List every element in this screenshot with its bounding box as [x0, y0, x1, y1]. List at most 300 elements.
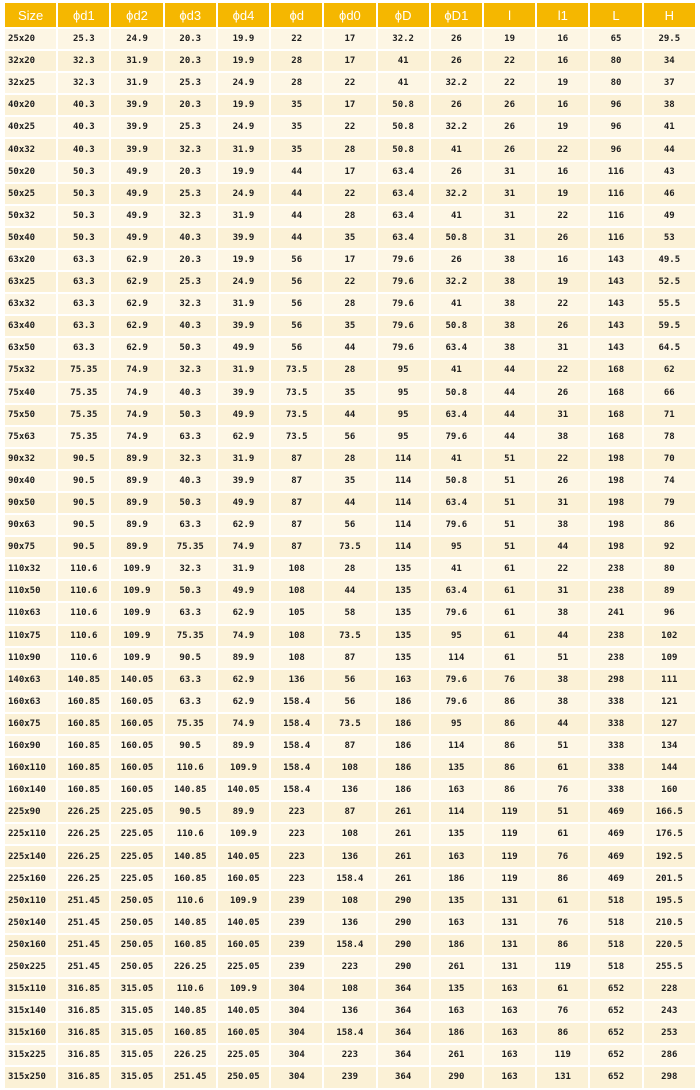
- table-cell: 87: [271, 515, 322, 535]
- table-cell: 44: [324, 338, 375, 358]
- table-cell: 49.9: [111, 184, 162, 204]
- table-cell: 158.4: [324, 1023, 375, 1043]
- table-cell: 135: [431, 758, 482, 778]
- size-cell: 25x20: [5, 29, 56, 49]
- size-cell: 110x75: [5, 626, 56, 646]
- table-cell: 315.05: [111, 1045, 162, 1065]
- table-cell: 110.6: [165, 979, 216, 999]
- table-cell: 226.25: [165, 1045, 216, 1065]
- table-cell: 39.9: [218, 383, 269, 403]
- table-cell: 119: [484, 869, 535, 889]
- table-cell: 315.05: [111, 979, 162, 999]
- table-cell: 168: [590, 427, 641, 447]
- table-cell: 135: [431, 979, 482, 999]
- table-cell: 16: [537, 29, 588, 49]
- table-cell: 22: [484, 51, 535, 71]
- size-cell: 110x50: [5, 581, 56, 601]
- table-cell: 95: [378, 360, 429, 380]
- table-cell: 28: [271, 51, 322, 71]
- table-cell: 38: [537, 427, 588, 447]
- column-header: ϕD1: [431, 3, 482, 27]
- table-cell: 95: [378, 405, 429, 425]
- table-cell: 225.05: [218, 1045, 269, 1065]
- table-cell: 44: [537, 626, 588, 646]
- table-cell: 114: [431, 802, 482, 822]
- table-cell: 143: [590, 316, 641, 336]
- table-cell: 238: [590, 581, 641, 601]
- table-cell: 38: [484, 272, 535, 292]
- table-cell: 86: [537, 869, 588, 889]
- table-cell: 26: [537, 471, 588, 491]
- table-cell: 32.3: [58, 73, 109, 93]
- size-cell: 225x160: [5, 869, 56, 889]
- table-cell: 160.85: [58, 714, 109, 734]
- table-cell: 32.3: [165, 294, 216, 314]
- table-cell: 223: [324, 957, 375, 977]
- size-cell: 63x20: [5, 250, 56, 270]
- table-cell: 158.4: [271, 736, 322, 756]
- table-cell: 59.5: [644, 316, 695, 336]
- table-cell: 63.3: [58, 316, 109, 336]
- table-row: [5, 670, 695, 690]
- table-cell: 652: [590, 1001, 641, 1021]
- table-cell: 26: [537, 228, 588, 248]
- table-cell: 163: [378, 670, 429, 690]
- table-cell: 304: [271, 1001, 322, 1021]
- table-cell: 44: [271, 184, 322, 204]
- column-header: l1: [537, 3, 588, 27]
- table-cell: 261: [378, 802, 429, 822]
- table-cell: 56: [324, 670, 375, 690]
- table-cell: 31.9: [218, 449, 269, 469]
- table-cell: 76: [484, 670, 535, 690]
- table-cell: 163: [431, 1001, 482, 1021]
- table-cell: 56: [271, 316, 322, 336]
- size-cell: 110x90: [5, 648, 56, 668]
- table-cell: 41: [378, 73, 429, 93]
- table-cell: 63.3: [165, 670, 216, 690]
- size-cell: 50x32: [5, 206, 56, 226]
- table-cell: 39.9: [218, 228, 269, 248]
- table-cell: 51: [484, 471, 535, 491]
- size-cell: 160x110: [5, 758, 56, 778]
- table-cell: 251.45: [58, 913, 109, 933]
- table-cell: 26: [431, 250, 482, 270]
- table-cell: 26: [537, 383, 588, 403]
- table-cell: 110.6: [58, 559, 109, 579]
- table-cell: 108: [324, 758, 375, 778]
- table-cell: 25.3: [165, 117, 216, 137]
- table-cell: 239: [271, 935, 322, 955]
- size-cell: 160x63: [5, 692, 56, 712]
- table-cell: 40.3: [165, 471, 216, 491]
- table-cell: 38: [484, 294, 535, 314]
- table-cell: 46: [644, 184, 695, 204]
- table-cell: 136: [271, 670, 322, 690]
- table-cell: 26: [484, 139, 535, 159]
- table-cell: 29.5: [644, 29, 695, 49]
- table-row: [5, 802, 695, 822]
- table-cell: 135: [378, 603, 429, 623]
- column-header: ϕd2: [111, 3, 162, 27]
- size-cell: 75x40: [5, 383, 56, 403]
- size-cell: 75x32: [5, 360, 56, 380]
- table-cell: 62.9: [111, 316, 162, 336]
- table-cell: 80: [644, 559, 695, 579]
- table-cell: 87: [271, 493, 322, 513]
- table-cell: 186: [378, 714, 429, 734]
- table-cell: 22: [324, 272, 375, 292]
- table-cell: 163: [484, 1023, 535, 1043]
- table-cell: 239: [271, 957, 322, 977]
- table-cell: 140.05: [111, 670, 162, 690]
- table-row: [5, 162, 695, 182]
- table-cell: 62.9: [111, 250, 162, 270]
- table-cell: 160: [644, 780, 695, 800]
- table-cell: 108: [324, 824, 375, 844]
- table-cell: 316.85: [58, 1023, 109, 1043]
- table-cell: 316.85: [58, 1001, 109, 1021]
- table-cell: 89.9: [111, 471, 162, 491]
- table-cell: 22: [537, 559, 588, 579]
- table-cell: 364: [378, 1023, 429, 1043]
- column-header: H: [644, 3, 695, 27]
- size-cell: 90x32: [5, 449, 56, 469]
- table-cell: 62: [644, 360, 695, 380]
- table-cell: 74.9: [111, 360, 162, 380]
- table-cell: 114: [378, 449, 429, 469]
- table-cell: 17: [324, 95, 375, 115]
- table-cell: 239: [324, 1067, 375, 1087]
- table-cell: 17: [324, 250, 375, 270]
- size-cell: 250x110: [5, 891, 56, 911]
- table-cell: 61: [537, 824, 588, 844]
- table-cell: 136: [324, 780, 375, 800]
- table-cell: 50.8: [378, 117, 429, 137]
- table-cell: 28: [324, 294, 375, 314]
- table-cell: 136: [324, 846, 375, 866]
- table-cell: 160.05: [111, 714, 162, 734]
- table-cell: 261: [378, 846, 429, 866]
- table-cell: 163: [431, 780, 482, 800]
- table-cell: 140.05: [218, 1001, 269, 1021]
- table-cell: 51: [484, 493, 535, 513]
- table-cell: 19: [537, 117, 588, 137]
- size-cell: 75x63: [5, 427, 56, 447]
- table-cell: 86: [537, 1023, 588, 1043]
- table-cell: 160.05: [218, 869, 269, 889]
- table-cell: 75.35: [58, 427, 109, 447]
- size-cell: 63x50: [5, 338, 56, 358]
- table-cell: 24.9: [218, 184, 269, 204]
- table-cell: 32.2: [378, 29, 429, 49]
- table-cell: 61: [484, 648, 535, 668]
- table-cell: 119: [484, 824, 535, 844]
- table-cell: 64.5: [644, 338, 695, 358]
- table-cell: 20.3: [165, 162, 216, 182]
- table-cell: 186: [431, 935, 482, 955]
- table-cell: 44: [537, 714, 588, 734]
- table-cell: 223: [324, 1045, 375, 1065]
- table-cell: 250.05: [111, 957, 162, 977]
- table-cell: 31.9: [218, 294, 269, 314]
- table-cell: 89: [644, 581, 695, 601]
- table-cell: 25.3: [165, 184, 216, 204]
- table-cell: 111: [644, 670, 695, 690]
- size-cell: 315x110: [5, 979, 56, 999]
- table-head: [5, 3, 695, 27]
- table-cell: 86: [537, 935, 588, 955]
- table-cell: 28: [324, 449, 375, 469]
- table-cell: 44: [324, 405, 375, 425]
- table-cell: 79.6: [431, 427, 482, 447]
- table-cell: 144: [644, 758, 695, 778]
- table-row: [5, 316, 695, 336]
- table-cell: 76: [537, 1001, 588, 1021]
- table-cell: 109.9: [111, 603, 162, 623]
- table-cell: 109.9: [111, 559, 162, 579]
- table-cell: 261: [431, 957, 482, 977]
- table-cell: 228: [644, 979, 695, 999]
- table-cell: 40.3: [165, 228, 216, 248]
- table-cell: 50.3: [58, 228, 109, 248]
- table-cell: 251.45: [58, 935, 109, 955]
- table-cell: 338: [590, 780, 641, 800]
- size-cell: 90x75: [5, 537, 56, 557]
- table-cell: 43: [644, 162, 695, 182]
- table-cell: 316.85: [58, 979, 109, 999]
- table-cell: 315.05: [111, 1023, 162, 1043]
- table-cell: 32.2: [431, 184, 482, 204]
- table-cell: 63.4: [378, 228, 429, 248]
- table-cell: 22: [537, 360, 588, 380]
- table-cell: 364: [378, 979, 429, 999]
- table-cell: 41: [378, 51, 429, 71]
- table-cell: 80: [590, 51, 641, 71]
- table-cell: 140.85: [58, 670, 109, 690]
- table-cell: 32.2: [431, 272, 482, 292]
- table-cell: 364: [378, 1067, 429, 1087]
- table-cell: 31.9: [218, 559, 269, 579]
- table-cell: 198: [590, 449, 641, 469]
- table-cell: 49.9: [111, 228, 162, 248]
- table-cell: 89.9: [111, 515, 162, 535]
- table-cell: 108: [271, 559, 322, 579]
- table-cell: 469: [590, 846, 641, 866]
- column-header: ϕD: [378, 3, 429, 27]
- table-cell: 158.4: [271, 780, 322, 800]
- table-cell: 225.05: [111, 802, 162, 822]
- table-cell: 253: [644, 1023, 695, 1043]
- table-cell: 140.85: [165, 913, 216, 933]
- table-cell: 90.5: [58, 493, 109, 513]
- table-cell: 90.5: [165, 736, 216, 756]
- table-cell: 24.9: [111, 29, 162, 49]
- table-cell: 90.5: [165, 802, 216, 822]
- table-cell: 50.3: [165, 493, 216, 513]
- size-cell: 315x140: [5, 1001, 56, 1021]
- table-cell: 16: [537, 250, 588, 270]
- table-cell: 135: [431, 824, 482, 844]
- table-cell: 95: [431, 714, 482, 734]
- table-cell: 74.9: [111, 383, 162, 403]
- table-cell: 51: [537, 648, 588, 668]
- table-cell: 66: [644, 383, 695, 403]
- table-cell: 74: [644, 471, 695, 491]
- table-cell: 22: [537, 206, 588, 226]
- table-cell: 40.3: [58, 95, 109, 115]
- table-cell: 338: [590, 692, 641, 712]
- table-cell: 315.05: [111, 1001, 162, 1021]
- table-cell: 62.9: [218, 692, 269, 712]
- table-cell: 56: [271, 250, 322, 270]
- table-cell: 49.9: [218, 405, 269, 425]
- size-cell: 40x20: [5, 95, 56, 115]
- table-cell: 86: [484, 758, 535, 778]
- table-cell: 160.05: [218, 935, 269, 955]
- table-cell: 119: [484, 846, 535, 866]
- table-cell: 140.85: [165, 780, 216, 800]
- table-cell: 135: [378, 581, 429, 601]
- table-cell: 44: [324, 581, 375, 601]
- table-cell: 90.5: [58, 515, 109, 535]
- table-cell: 290: [378, 891, 429, 911]
- table-cell: 35: [324, 471, 375, 491]
- table-cell: 32.3: [165, 449, 216, 469]
- table-cell: 201.5: [644, 869, 695, 889]
- table-cell: 250.05: [218, 1067, 269, 1087]
- table-cell: 110.6: [165, 824, 216, 844]
- table-row: [5, 891, 695, 911]
- table-cell: 79.6: [431, 692, 482, 712]
- table-cell: 79.6: [378, 294, 429, 314]
- table-cell: 158.4: [324, 935, 375, 955]
- table-cell: 38: [537, 692, 588, 712]
- table-cell: 35: [324, 383, 375, 403]
- table-cell: 56: [324, 692, 375, 712]
- table-cell: 89.9: [111, 493, 162, 513]
- table-cell: 22: [324, 73, 375, 93]
- table-cell: 16: [537, 162, 588, 182]
- table-cell: 19: [537, 184, 588, 204]
- table-cell: 108: [271, 648, 322, 668]
- table-cell: 63.3: [58, 272, 109, 292]
- table-cell: 17: [324, 29, 375, 49]
- table-cell: 135: [378, 648, 429, 668]
- table-cell: 304: [271, 1045, 322, 1065]
- table-cell: 223: [271, 802, 322, 822]
- table-cell: 102: [644, 626, 695, 646]
- table-cell: 89.9: [218, 648, 269, 668]
- table-cell: 108: [324, 891, 375, 911]
- size-cell: 160x75: [5, 714, 56, 734]
- table-cell: 44: [324, 493, 375, 513]
- table-cell: 158.4: [271, 714, 322, 734]
- table-cell: 160.05: [218, 1023, 269, 1043]
- table-cell: 17: [324, 162, 375, 182]
- table-cell: 56: [271, 272, 322, 292]
- table-cell: 298: [644, 1067, 695, 1087]
- table-cell: 238: [590, 626, 641, 646]
- table-cell: 63.4: [431, 338, 482, 358]
- size-cell: 90x40: [5, 471, 56, 491]
- table-cell: 39.9: [111, 117, 162, 137]
- table-row: [5, 294, 695, 314]
- size-cell: 50x40: [5, 228, 56, 248]
- table-cell: 469: [590, 869, 641, 889]
- table-cell: 89.9: [218, 736, 269, 756]
- table-cell: 87: [324, 802, 375, 822]
- table-cell: 90.5: [58, 449, 109, 469]
- table-cell: 63.3: [165, 515, 216, 535]
- table-cell: 61: [484, 559, 535, 579]
- table-row: [5, 537, 695, 557]
- size-cell: 50x20: [5, 162, 56, 182]
- table-row: [5, 648, 695, 668]
- table-cell: 73.5: [271, 360, 322, 380]
- table-cell: 20.3: [165, 95, 216, 115]
- table-cell: 50.3: [58, 206, 109, 226]
- table-row: [5, 824, 695, 844]
- table-cell: 22: [537, 449, 588, 469]
- table-cell: 22: [484, 73, 535, 93]
- table-cell: 290: [431, 1067, 482, 1087]
- table-cell: 63.3: [165, 427, 216, 447]
- table-cell: 238: [590, 559, 641, 579]
- table-cell: 38: [484, 338, 535, 358]
- table-cell: 31: [484, 206, 535, 226]
- table-cell: 160.85: [165, 1023, 216, 1043]
- table-cell: 186: [431, 869, 482, 889]
- table-cell: 261: [378, 824, 429, 844]
- table-cell: 40.3: [58, 139, 109, 159]
- table-cell: 131: [484, 891, 535, 911]
- table-cell: 89.9: [111, 537, 162, 557]
- table-row: [5, 360, 695, 380]
- table-cell: 286: [644, 1045, 695, 1065]
- table-cell: 109.9: [111, 581, 162, 601]
- table-cell: 50.8: [378, 95, 429, 115]
- size-cell: 90x63: [5, 515, 56, 535]
- table-cell: 250.05: [111, 891, 162, 911]
- table-cell: 44: [484, 427, 535, 447]
- table-cell: 158.4: [271, 758, 322, 778]
- table-cell: 61: [537, 758, 588, 778]
- table-cell: 50.8: [378, 139, 429, 159]
- table-cell: 41: [431, 294, 482, 314]
- table-cell: 55.5: [644, 294, 695, 314]
- table-cell: 32.3: [165, 559, 216, 579]
- table-row: [5, 758, 695, 778]
- table-cell: 114: [431, 736, 482, 756]
- table-cell: 31: [484, 228, 535, 248]
- table-cell: 163: [484, 1001, 535, 1021]
- table-cell: 61: [484, 581, 535, 601]
- table-cell: 186: [378, 780, 429, 800]
- table-cell: 243: [644, 1001, 695, 1021]
- table-row: [5, 383, 695, 403]
- table-row: [5, 603, 695, 623]
- table-cell: 31: [537, 338, 588, 358]
- table-cell: 168: [590, 383, 641, 403]
- table-cell: 52.5: [644, 272, 695, 292]
- table-cell: 40.3: [165, 383, 216, 403]
- table-cell: 86: [484, 714, 535, 734]
- table-cell: 32.3: [165, 206, 216, 226]
- table-cell: 86: [484, 736, 535, 756]
- table-cell: 73.5: [324, 537, 375, 557]
- table-cell: 316.85: [58, 1067, 109, 1087]
